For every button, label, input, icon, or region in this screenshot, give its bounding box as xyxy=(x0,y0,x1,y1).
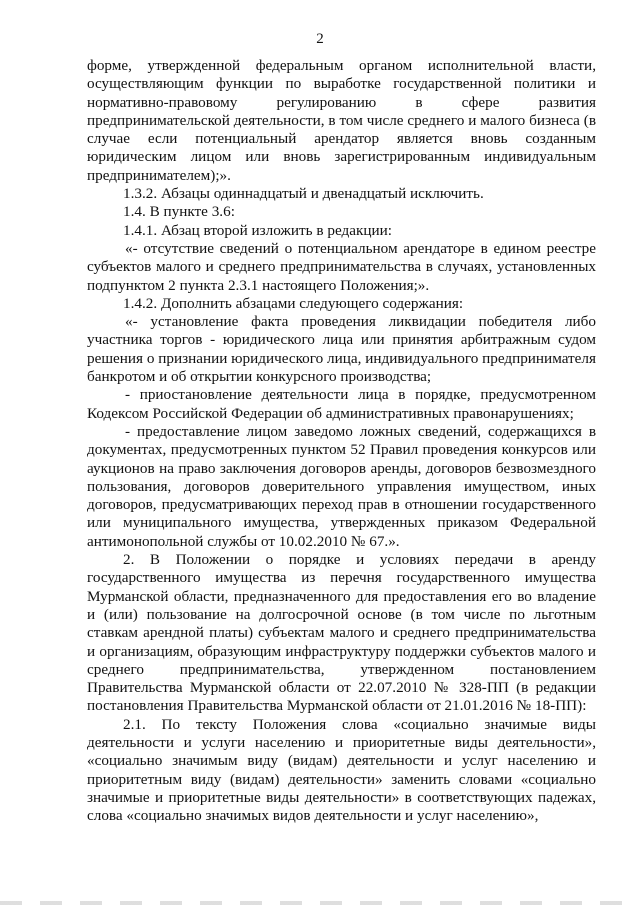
page-number: 2 xyxy=(316,31,324,47)
paragraph-false-information: - предоставление лицом заведомо ложных сведений, содержащихся в документах, предусмотренных пунктом 52 Правил проведения конкурсов или аукционов на право заключения договоров аренды, договоров безвозмездного пользования, договоров доверительного управления имуществом, иных договоров, предусматривающих переход прав в отношении государственного или муниципального имущества, утвержденных приказом Федеральной антимонопольной службы от 10.02.2010 № 67.». xyxy=(87,422,596,550)
paragraph-2-1: 2.1. По тексту Положения слова «социально значимые виды деятельности и услуги населению и приоритетные виды деятельности», «социально значимым виду (видам) деятельности и услуг населению и приоритетным виду (видам) деятельности» заменить словами «социально значимые и приоритетные виды деятельности» в соответствующих падежах, слова «социально значимых видов деятельности и услуг населению», xyxy=(87,715,596,825)
paragraph-1-4-1: 1.4.1. Абзац второй изложить в редакции: xyxy=(123,221,392,239)
paragraph-continuation: форме, утвержденной федеральным органом исполнительной власти, осуществляющим функции по выработке государственной политики и нормативно-правовому регулированию в сфере развития предпринимательской деятельности, в том числе среднего и малого бизнеса (в случае если потенциальный арендатор является вновь созданным юридическим лицом или вновь зарегистрированным индивидуальным предпринимателем);». xyxy=(87,57,596,184)
document-body xyxy=(87,57,596,825)
paragraph-suspension: - приостановление деятельности лица в порядке, предусмотренном Кодексом Российской Федерации об административных правонарушениях; xyxy=(87,386,596,422)
paragraph-quote-registry: «- отсутствие сведений о потенциальном арендаторе в едином реестре субъектов малого и среднего предпринимательства в случаях, установленных подпунктом 2 пункта 2.3.1 настоящего Положения;». xyxy=(87,239,596,294)
scan-bottom-edge xyxy=(0,901,640,905)
paragraph-1-3-2: 1.3.2. Абзацы одиннадцатый и двенадцатый исключить. xyxy=(123,185,484,203)
paragraph-1-4-2: 1.4.2. Дополнить абзацами следующего содержания: xyxy=(123,294,464,312)
paragraph-1-4: 1.4. В пункте 3.6: xyxy=(123,203,235,221)
paragraph-liquidation: «- установление факта проведения ликвидации победителя либо участника торгов - юридического лица или принятия арбитражным судом решения о признании юридического лица, индивидуального предпринимателя банкротом и об открытии конкурсного производства; xyxy=(87,313,596,386)
paragraph-2: 2. В Положении о порядке и условиях передачи в аренду государственного имущества из перечня государственного имущества Мурманской области, предназначенного для предоставления его во владение и (или) пользование на долгосрочной основе (в том числе по льготным ставкам арендной платы) субъектам малого и среднего предпринимательства и организациям, образующим инфраструктуру поддержки субъектов малого и среднего предпринимательства, утвержденном постановлением Правительства Мурманской области от 22.07.2010 № 328-ПП (в редакции постановления Правительства Мурманской области от 21.01.2016 № 18-ПП): xyxy=(87,551,596,715)
